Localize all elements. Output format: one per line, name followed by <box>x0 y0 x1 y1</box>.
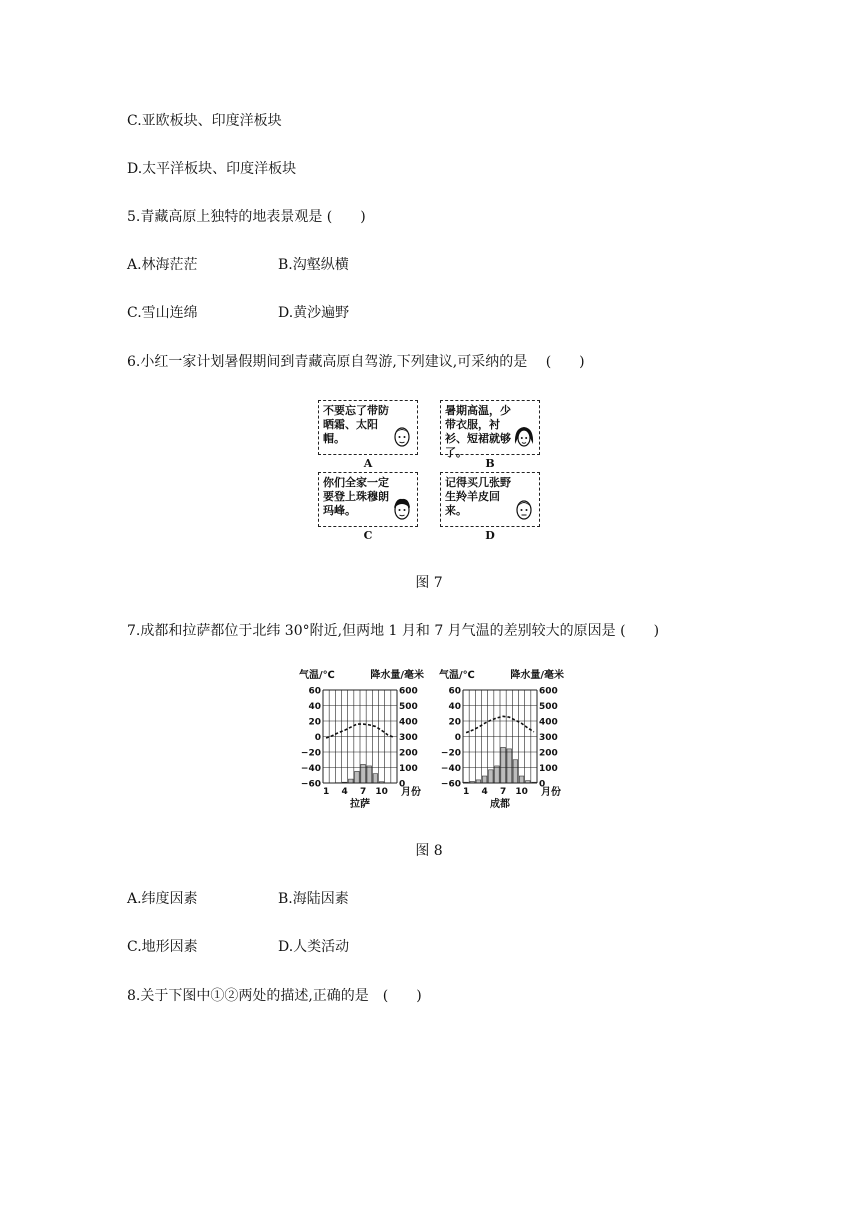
y-left-tick-label: −40 <box>300 764 321 774</box>
x-tick-label: 7 <box>499 787 507 797</box>
q5-option-b: B.沟壑纵横 <box>278 257 349 273</box>
figure-7 <box>316 398 546 548</box>
precipitation-bar <box>355 771 360 783</box>
precipitation-bar <box>348 779 353 783</box>
y-left-tick-label: 60 <box>448 686 461 697</box>
card-b-letter: B <box>485 457 495 470</box>
y-right-tick-label: 400 <box>399 717 418 728</box>
chart-title: 拉萨 <box>350 799 370 810</box>
card-c-text: 你们全家一定要登上珠穆朗玛峰。 <box>323 476 389 517</box>
precipitation-bar <box>513 760 518 783</box>
man-face-icon <box>391 424 413 450</box>
y-axis-right-label: 降水量/毫米 <box>510 670 564 681</box>
figure-8-climate-charts <box>296 666 566 816</box>
y-axis-left-label: 气温/℃ <box>299 670 335 681</box>
card-c-letter: C <box>363 529 373 542</box>
card-b-text: 暑期高温，少带衣服，衬衫、短裙就够了。 <box>445 404 511 459</box>
y-axis-right-label: 降水量/毫米 <box>370 670 424 681</box>
y-left-tick-label: 0 <box>454 733 461 743</box>
q5-option-d: D.黄沙遍野 <box>278 305 350 321</box>
y-right-tick-label: 500 <box>399 702 418 712</box>
card-a <box>318 400 418 455</box>
y-left-tick-label: 40 <box>308 702 321 712</box>
y-axis-left-label: 气温/℃ <box>439 670 475 681</box>
y-right-tick-label: 500 <box>539 702 558 712</box>
y-left-tick-label: −60 <box>440 779 461 790</box>
climate-chart-lhasa <box>299 668 424 810</box>
x-tick-label: 4 <box>481 787 488 797</box>
y-left-tick-label: 0 <box>314 733 321 743</box>
precipitation-bar <box>373 774 378 783</box>
precipitation-bar <box>482 776 487 783</box>
card-d <box>440 472 540 527</box>
y-right-tick-label: 200 <box>539 748 558 759</box>
y-left-tick-label: −60 <box>300 779 321 790</box>
precipitation-bar <box>495 766 500 783</box>
card-a-text: 不要忘了带防晒霜、太阳帽。 <box>323 404 389 445</box>
precipitation-bar <box>488 770 493 783</box>
woman-face-icon <box>513 424 535 450</box>
q4-option-c: C.亚欧板块、印度洋板块 <box>127 113 282 129</box>
y-right-tick-label: 600 <box>399 686 418 697</box>
precipitation-bar <box>501 747 506 783</box>
precipitation-bar <box>361 764 366 783</box>
y-right-tick-label: 600 <box>539 686 558 697</box>
y-right-tick-label: 300 <box>539 733 558 743</box>
x-tick-label: 1 <box>462 787 470 797</box>
figure-8-caption: 图 8 <box>415 843 443 859</box>
precipitation-bar <box>519 776 524 783</box>
y-left-tick-label: 20 <box>448 717 461 728</box>
card-c <box>318 472 418 527</box>
y-left-tick-label: −20 <box>440 748 461 759</box>
x-tick-label: 10 <box>375 787 388 797</box>
figure-7-caption: 图 7 <box>415 575 443 591</box>
climate-chart-chengdu <box>439 668 564 810</box>
boy-face-icon <box>391 496 413 522</box>
q7-option-b: B.海陆因素 <box>278 891 349 907</box>
x-axis-label: 月份 <box>401 787 421 798</box>
y-left-tick-label: −40 <box>440 764 461 774</box>
precipitation-bar <box>367 766 372 783</box>
q5-option-c: C.雪山连绵 <box>127 305 198 321</box>
q4-option-d: D.太平洋板块、印度洋板块 <box>127 161 297 177</box>
y-left-tick-label: 40 <box>448 702 461 712</box>
x-axis-label: 月份 <box>541 787 561 798</box>
y-right-tick-label: 400 <box>539 717 558 728</box>
y-left-tick-label: 20 <box>308 717 321 728</box>
y-right-tick-label: 100 <box>539 764 558 774</box>
y-left-tick-label: −20 <box>300 748 321 759</box>
x-tick-label: 7 <box>359 787 367 797</box>
y-right-tick-label: 0 <box>399 779 406 790</box>
card-d-letter: D <box>485 529 495 542</box>
question-8: 8.关于下图中①②两处的描述,正确的是 ( ) <box>127 988 422 1004</box>
y-right-tick-label: 300 <box>399 733 418 743</box>
y-right-tick-label: 200 <box>399 748 418 759</box>
y-left-tick-label: 60 <box>308 686 321 697</box>
q7-option-c: C.地形因素 <box>127 939 198 955</box>
question-5: 5.青藏高原上独特的地表景观是 ( ) <box>127 209 366 225</box>
q5-option-a: A.林海茫茫 <box>127 257 198 273</box>
x-tick-label: 10 <box>515 787 528 797</box>
question-6: 6.小红一家计划暑假期间到青藏高原自驾游,下列建议,可采纳的是 ( ) <box>127 354 585 370</box>
question-7: 7.成都和拉萨都位于北纬 30°附近,但两地 1 月和 7 月气温的差别较大的原因是 ( ) <box>127 623 660 639</box>
q7-option-d: D.人类活动 <box>278 939 350 955</box>
y-right-tick-label: 0 <box>539 779 546 790</box>
card-a-letter: A <box>363 457 373 470</box>
chart-title: 成都 <box>490 799 510 810</box>
y-right-tick-label: 100 <box>399 764 418 774</box>
card-b <box>440 400 540 459</box>
q7-option-a: A.纬度因素 <box>127 891 198 907</box>
x-tick-label: 4 <box>341 787 348 797</box>
card-d-text: 记得买几张野生羚羊皮回来。 <box>445 476 511 517</box>
precipitation-bar <box>507 749 512 783</box>
x-tick-label: 1 <box>322 787 330 797</box>
man-face-icon <box>513 496 535 522</box>
